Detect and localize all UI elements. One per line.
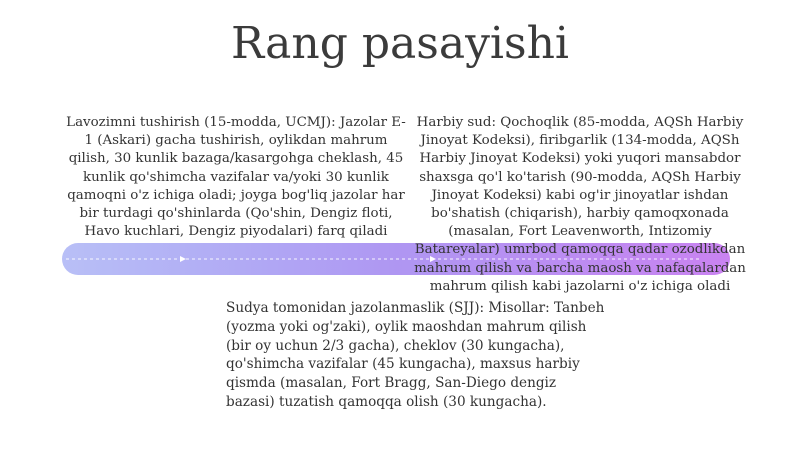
text-block-njp: Sudya tomonidan jazolanmaslik (SJJ): Misollar: Tanbeh (yozma yoki og'zaki), oylik maoshdan mahrum qilish (bir oy uchun 2/3 gacha), cheklov (30 kungacha), qo'shimcha vazifalar (45 kungacha), maxsus harbiy qismda (masalan, Fort Bragg, San-Diego dengiz bazasi) tuzatish qamoqqa olish (30 kungacha). bbox=[226, 300, 605, 410]
text-block-demotion: Lavozimni tushirish (15-modda, UCMJ): Jazolar E-1 (Askari) gacha tushirish, oylikdan mahrum qilish, 30 kunlik bazaga/kasargohga cheklash, 45 kunlik qo'shimcha vazifalar va/yoki 30 kunlik qamoqni o'z ichiga oladi; joyga bog'liq jazolar har bir turdagi qo'shinlarda (Qo'shin, Dengiz floti, Havo kuchlari, Dengiz piyodalari) farq qiladi bbox=[66, 115, 406, 240]
slide-title: Rang pasayishi bbox=[231, 18, 569, 69]
text-block-court-martial: Harbiy sud: Qochoqlik (85-modda, AQSh Harbiy Jinoyat Kodeksi), firibgarlik (134-modda, AQSh Harbiy Jinoyat Kodeksi) yoki yuqori mansabdor shaxsga qo'l ko'tarish (90-modda, AQSh Harbiy Jinoyat Kodeksi) kabi og'ir jinoyatlar ishdan bo'shatish (chiqarish), harbiy qamoqxonada (masalan, Fort Leavenworth, Intizomiy Batareyalar) umrbod qamoqqa qadar ozodlikdan mahrum qilish va barcha maosh va nafaqalardan mahrum qilish kabi jazolarni o'z ichiga oladi bbox=[414, 115, 746, 294]
